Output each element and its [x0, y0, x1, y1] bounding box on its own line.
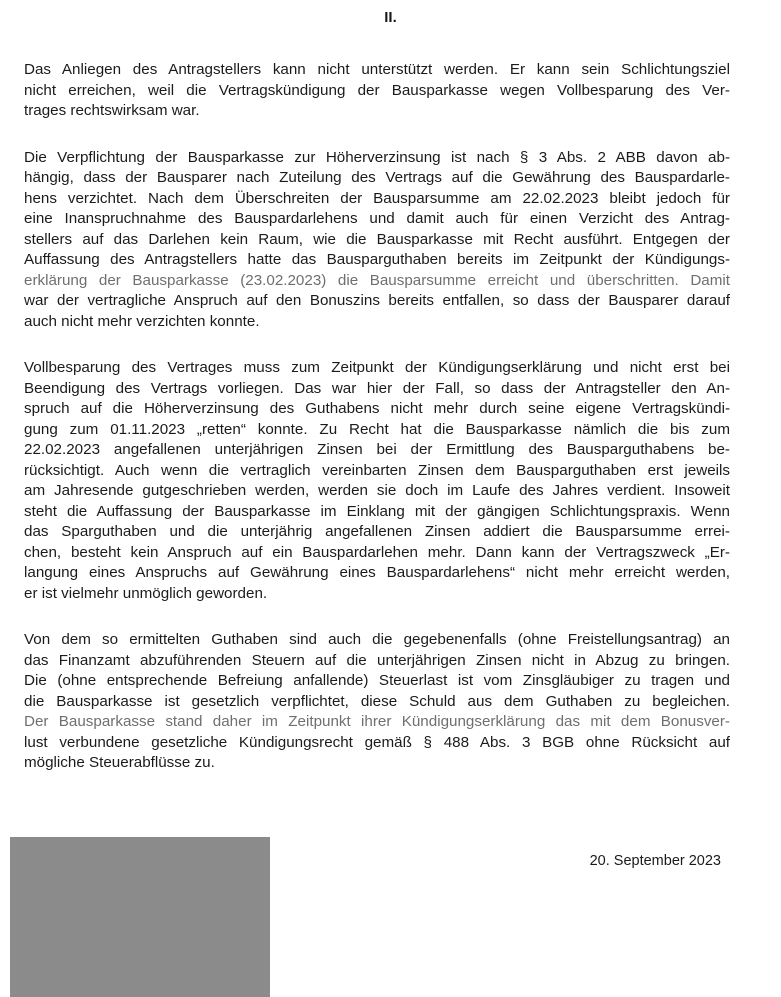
document-body — [24, 60, 730, 800]
text-line-faded: erklärung der Bausparkasse (23.02.2023) die Bausparsumme erreicht und überschritten. Damit — [24, 271, 730, 289]
text-line: Vollbesparung des Vertrages muss zum Zeitpunkt der Kündigungserklärung und nicht erst bei — [24, 359, 730, 376]
text-line: trages rechtswirksam war. — [24, 102, 200, 119]
text-line: hens verzichtet. Nach dem Überschreiten der Bausparsumme am 22.02.2023 bleibt jedoch für — [24, 189, 730, 207]
text-line: Auffassung des Antragstellers hatte das Bausparguthaben bereits im Zeitpunkt der Kündigungs- — [24, 251, 730, 268]
text-line: Beendigung des Vertrags vorliegen. Das war hier der Fall, so dass der Antragsteller den An- — [24, 379, 730, 397]
text-line: nicht erreichen, weil die Vertragskündigung der Bausparkasse wegen Vollbesparung des Ver- — [24, 81, 730, 99]
text-line: lust verbundene gesetzliche Kündigungsrecht gemäß § 488 Abs. 3 BGB ohne Rücksicht auf — [24, 733, 730, 751]
text-line: chen, besteht kein Anspruch auf ein Bauspardarlehen mehr. Dann kann der Vertragszweck „Er- — [24, 543, 730, 561]
text-line: 22.02.2023 angefallenen unterjährigen Zinsen bei der Ermittlung des Bausparguthabens be- — [24, 441, 730, 458]
section-heading: II. — [384, 9, 397, 26]
paragraph-4 — [24, 630, 730, 774]
document-date: 20. September 2023 — [589, 853, 721, 869]
text-line: auch nicht mehr verzichten konnte. — [24, 312, 260, 330]
text-line: stellers auf das Darlehen kein Raum, wie die Bausparkasse mit Recht ausführt. Entgegen der — [24, 230, 730, 248]
text-line: Von dem so ermittelten Guthaben sind auch die gegebenenfalls (ohne Freistellungsantrag) an — [24, 631, 730, 648]
text-line: Das Anliegen des Antragstellers kann nicht unterstützt werden. Er kann sein Schlichtungsziel — [24, 61, 730, 78]
paragraph-3 — [24, 358, 730, 604]
text-line: steht die Auffassung der Bausparkasse im Einklang mit der gängigen Schlichtungspraxis. Wenn — [24, 502, 730, 520]
text-line: Die Verpflichtung der Bausparkasse zur Höherverzinsung ist nach § 3 Abs. 2 ABB davon ab- — [24, 148, 730, 166]
text-line: am Jahresende gutgeschrieben werden, werden sie doch im Laufe des Jahres verdient. Insoweit — [24, 482, 730, 499]
text-line: hängig, dass der Bausparer nach Zuteilung des Vertrags auf die Gewährung des Bauspardarle- — [24, 169, 730, 186]
text-line: das Sparguthaben und die unterjährig angefallenen Zinsen addiert die Bausparsumme errei- — [24, 523, 730, 540]
text-line: das Finanzamt abzuführenden Steuern auf die unterjährigen Zinsen nicht in Abzug zu bringen. — [24, 651, 730, 669]
text-line: war der vertragliche Anspruch auf den Bonuszins bereits entfallen, so dass der Bausparer darauf — [24, 292, 730, 309]
redaction-block — [10, 837, 270, 997]
text-line-faded: Der Bausparkasse stand daher im Zeitpunkt ihrer Kündigungserklärung das mit dem Bonusver- — [24, 713, 730, 730]
text-line: er ist vielmehr unmöglich geworden. — [24, 584, 268, 602]
text-line: langung eines Anspruchs auf Gewährung eines Bauspardarlehens“ nicht mehr erreicht werden, — [24, 564, 730, 581]
text-line: gung zum 01.11.2023 „retten“ konnte. Zu Recht hat die Bausparkasse nämlich die bis zum — [24, 420, 730, 438]
paragraph-1 — [24, 60, 730, 122]
paragraph-2 — [24, 148, 730, 333]
text-line: eine Inanspruchnahme des Bauspardarlehens und damit auch für einen Verzicht des Antrag- — [24, 210, 730, 227]
text-line: spruch auf die Höherverzinsung des Guthabens nicht mehr durch seine eigene Vertragskündi- — [24, 400, 730, 417]
text-line: rücksichtigt. Auch wenn die vertraglich vereinbarten Zinsen dem Bausparguthaben erst jeweils — [24, 461, 730, 479]
text-line: mögliche Steuerabflüsse zu. — [24, 754, 215, 771]
text-line: Die (ohne entsprechende Befreiung anfallende) Steuerlast ist vom Zinsgläubiger zu tragen und — [24, 672, 730, 689]
text-line: die Bausparkasse ist gesetzlich verpflichtet, diese Schuld aus dem Guthaben zu begleichen. — [24, 692, 730, 710]
